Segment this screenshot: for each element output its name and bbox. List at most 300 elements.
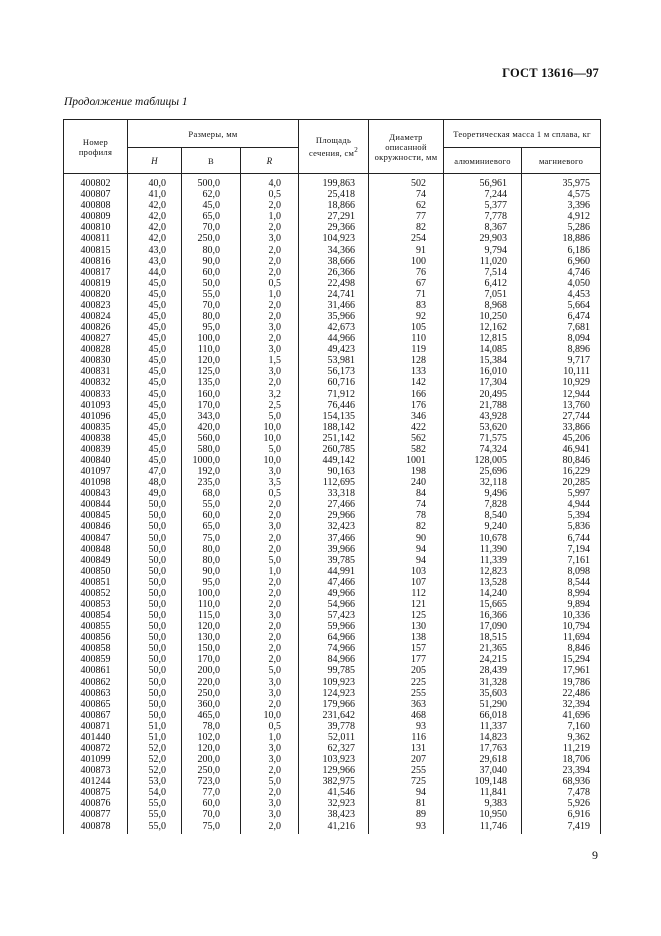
diameter-cell: 105 <box>369 322 444 333</box>
area-cell: 34,366 <box>299 244 369 255</box>
table-row <box>64 566 601 577</box>
aluminium-mass-cell: 17,763 <box>444 743 522 754</box>
profile-number-cell: 400824 <box>64 311 128 322</box>
area-cell: 179,966 <box>299 699 369 710</box>
magnesium-mass-cell: 3,396 <box>522 200 601 211</box>
area-cell: 44,966 <box>299 333 369 344</box>
h-cell: 45,0 <box>128 278 182 289</box>
table-row <box>64 710 601 721</box>
aluminium-mass-cell: 6,412 <box>444 278 522 289</box>
h-cell: 45,0 <box>128 322 182 333</box>
h-cell: 48,0 <box>128 477 182 488</box>
r-cell: 3,0 <box>241 322 299 333</box>
aluminium-mass-cell: 18,515 <box>444 632 522 643</box>
table-row <box>64 466 601 477</box>
r-cell: 2,0 <box>241 267 299 278</box>
area-cell: 41,546 <box>299 787 369 798</box>
magnesium-mass-cell: 4,944 <box>522 499 601 510</box>
r-cell: 3,0 <box>241 610 299 621</box>
h-cell: 50,0 <box>128 643 182 654</box>
aluminium-mass-cell: 21,365 <box>444 643 522 654</box>
table-row <box>64 599 601 610</box>
area-cell: 260,785 <box>299 444 369 455</box>
diameter-cell: 67 <box>369 278 444 289</box>
table-row <box>64 732 601 743</box>
profile-number-cell: 400838 <box>64 433 128 444</box>
area-cell: 26,366 <box>299 267 369 278</box>
diameter-cell: 422 <box>369 422 444 433</box>
area-cell: 32,423 <box>299 521 369 532</box>
magnesium-mass-cell: 7,194 <box>522 544 601 555</box>
profile-number-cell: 400810 <box>64 222 128 233</box>
aluminium-mass-cell: 43,928 <box>444 411 522 422</box>
profile-number-cell: 400877 <box>64 809 128 820</box>
table-row <box>64 665 601 676</box>
r-cell: 0,5 <box>241 488 299 499</box>
b-cell: 75,0 <box>182 533 241 544</box>
diameter-cell: 81 <box>369 798 444 809</box>
area-cell: 199,863 <box>299 174 369 190</box>
r-cell: 0,5 <box>241 721 299 732</box>
profile-number-cell: 400826 <box>64 322 128 333</box>
h-cell: 45,0 <box>128 388 182 399</box>
diameter-cell: 205 <box>369 665 444 676</box>
magnesium-mass-cell: 11,694 <box>522 632 601 643</box>
b-cell: 80,0 <box>182 544 241 555</box>
r-cell: 2,0 <box>241 333 299 344</box>
profile-number-cell: 400852 <box>64 588 128 599</box>
r-cell: 0,5 <box>241 278 299 289</box>
area-cell: 109,923 <box>299 677 369 688</box>
profile-number-cell: 401096 <box>64 411 128 422</box>
magnesium-mass-cell: 4,050 <box>522 278 601 289</box>
diameter-cell: 91 <box>369 244 444 255</box>
area-cell: 49,423 <box>299 344 369 355</box>
diameter-cell: 93 <box>369 821 444 834</box>
r-cell: 3,0 <box>241 233 299 244</box>
r-cell: 1,5 <box>241 355 299 366</box>
r-cell: 5,0 <box>241 444 299 455</box>
area-cell: 62,327 <box>299 743 369 754</box>
diameter-cell: 125 <box>369 610 444 621</box>
area-cell: 39,966 <box>299 544 369 555</box>
h-cell: 45,0 <box>128 300 182 311</box>
area-cell: 29,366 <box>299 222 369 233</box>
magnesium-mass-cell: 8,544 <box>522 577 601 588</box>
h-cell: 45,0 <box>128 411 182 422</box>
magnesium-mass-cell: 22,486 <box>522 688 601 699</box>
h-cell: 40,0 <box>128 174 182 190</box>
b-cell: 500,0 <box>182 174 241 190</box>
area-cell: 47,466 <box>299 577 369 588</box>
b-cell: 360,0 <box>182 699 241 710</box>
area-cell: 59,966 <box>299 621 369 632</box>
h-cell: 45,0 <box>128 311 182 322</box>
b-cell: 100,0 <box>182 333 241 344</box>
area-cell: 84,966 <box>299 654 369 665</box>
profile-number-cell: 400820 <box>64 289 128 300</box>
profile-number-cell: 400854 <box>64 610 128 621</box>
table-row <box>64 499 601 510</box>
profile-number-cell: 400853 <box>64 599 128 610</box>
aluminium-mass-cell: 7,828 <box>444 499 522 510</box>
area-cell: 39,778 <box>299 721 369 732</box>
r-cell: 2,0 <box>241 377 299 388</box>
diameter-cell: 562 <box>369 433 444 444</box>
table-row <box>64 510 601 521</box>
table-row <box>64 610 601 621</box>
b-cell: 560,0 <box>182 433 241 444</box>
magnesium-mass-cell: 7,160 <box>522 721 601 732</box>
profile-number-cell: 400849 <box>64 555 128 566</box>
h-cell: 42,0 <box>128 233 182 244</box>
r-cell: 3,5 <box>241 477 299 488</box>
profile-number-cell: 400858 <box>64 643 128 654</box>
r-cell: 2,0 <box>241 222 299 233</box>
r-cell: 2,0 <box>241 256 299 267</box>
r-cell: 2,0 <box>241 544 299 555</box>
h-cell: 45,0 <box>128 333 182 344</box>
aluminium-mass-cell: 11,746 <box>444 821 522 834</box>
diameter-cell: 131 <box>369 743 444 754</box>
aluminium-mass-cell: 29,618 <box>444 754 522 765</box>
diameter-cell: 119 <box>369 344 444 355</box>
area-cell: 76,446 <box>299 400 369 411</box>
header-section-area-text: Площадь сечения, см <box>309 135 355 158</box>
table-row <box>64 721 601 732</box>
area-cell: 99,785 <box>299 665 369 676</box>
h-cell: 55,0 <box>128 798 182 809</box>
r-cell: 2,0 <box>241 699 299 710</box>
aluminium-mass-cell: 13,528 <box>444 577 522 588</box>
b-cell: 90,0 <box>182 256 241 267</box>
profile-number-cell: 400828 <box>64 344 128 355</box>
aluminium-mass-cell: 51,290 <box>444 699 522 710</box>
profile-number-cell: 400839 <box>64 444 128 455</box>
r-cell: 3,2 <box>241 388 299 399</box>
table-row <box>64 244 601 255</box>
profile-number-cell: 400833 <box>64 388 128 399</box>
area-cell: 18,866 <box>299 200 369 211</box>
header-magnesium: магниевого <box>522 148 601 174</box>
diameter-cell: 128 <box>369 355 444 366</box>
h-cell: 45,0 <box>128 289 182 300</box>
aluminium-mass-cell: 14,240 <box>444 588 522 599</box>
diameter-cell: 94 <box>369 544 444 555</box>
h-cell: 45,0 <box>128 444 182 455</box>
diameter-cell: 133 <box>369 366 444 377</box>
table-row <box>64 300 601 311</box>
aluminium-mass-cell: 11,841 <box>444 787 522 798</box>
b-cell: 200,0 <box>182 665 241 676</box>
table-row <box>64 411 601 422</box>
r-cell: 3,0 <box>241 688 299 699</box>
r-cell: 5,0 <box>241 776 299 787</box>
table-row <box>64 577 601 588</box>
h-cell: 50,0 <box>128 521 182 532</box>
aluminium-mass-cell: 9,240 <box>444 521 522 532</box>
magnesium-mass-cell: 10,111 <box>522 366 601 377</box>
diameter-cell: 107 <box>369 577 444 588</box>
h-cell: 49,0 <box>128 488 182 499</box>
r-cell: 3,0 <box>241 344 299 355</box>
magnesium-mass-cell: 45,206 <box>522 433 601 444</box>
diameter-cell: 198 <box>369 466 444 477</box>
aluminium-mass-cell: 16,366 <box>444 610 522 621</box>
diameter-cell: 93 <box>369 721 444 732</box>
aluminium-mass-cell: 66,018 <box>444 710 522 721</box>
diameter-cell: 84 <box>369 488 444 499</box>
b-cell: 120,0 <box>182 743 241 754</box>
b-cell: 102,0 <box>182 732 241 743</box>
magnesium-mass-cell: 17,961 <box>522 665 601 676</box>
table-row <box>64 699 601 710</box>
table-row <box>64 643 601 654</box>
h-cell: 42,0 <box>128 222 182 233</box>
b-cell: 250,0 <box>182 765 241 776</box>
table-row <box>64 787 601 798</box>
table-row <box>64 533 601 544</box>
b-cell: 120,0 <box>182 621 241 632</box>
r-cell: 10,0 <box>241 422 299 433</box>
profile-number-cell: 400802 <box>64 174 128 190</box>
r-cell: 2,0 <box>241 765 299 776</box>
aluminium-mass-cell: 35,603 <box>444 688 522 699</box>
area-cell: 49,966 <box>299 588 369 599</box>
r-cell: 2,0 <box>241 499 299 510</box>
profile-number-cell: 400827 <box>64 333 128 344</box>
profile-number-cell: 400835 <box>64 422 128 433</box>
table-row <box>64 821 601 834</box>
profile-number-cell: 400823 <box>64 300 128 311</box>
diameter-cell: 110 <box>369 333 444 344</box>
h-cell: 50,0 <box>128 499 182 510</box>
magnesium-mass-cell: 6,186 <box>522 244 601 255</box>
table-row <box>64 444 601 455</box>
magnesium-mass-cell: 8,994 <box>522 588 601 599</box>
area-cell: 29,966 <box>299 510 369 521</box>
magnesium-mass-cell: 6,474 <box>522 311 601 322</box>
magnesium-mass-cell: 27,744 <box>522 411 601 422</box>
profile-number-cell: 400817 <box>64 267 128 278</box>
header-section-area-unit-power: 2 <box>354 146 359 155</box>
r-cell: 10,0 <box>241 455 299 466</box>
area-cell: 25,418 <box>299 189 369 200</box>
aluminium-mass-cell: 5,377 <box>444 200 522 211</box>
table-row <box>64 233 601 244</box>
diameter-cell: 142 <box>369 377 444 388</box>
aluminium-mass-cell: 12,815 <box>444 333 522 344</box>
magnesium-mass-cell: 35,975 <box>522 174 601 190</box>
r-cell: 1,0 <box>241 732 299 743</box>
h-cell: 50,0 <box>128 566 182 577</box>
magnesium-mass-cell: 10,794 <box>522 621 601 632</box>
r-cell: 1,0 <box>241 211 299 222</box>
area-cell: 57,423 <box>299 610 369 621</box>
profile-number-cell: 400861 <box>64 665 128 676</box>
profile-number-cell: 400873 <box>64 765 128 776</box>
r-cell: 2,0 <box>241 300 299 311</box>
b-cell: 60,0 <box>182 267 241 278</box>
table-row <box>64 654 601 665</box>
area-cell: 53,981 <box>299 355 369 366</box>
magnesium-mass-cell: 9,362 <box>522 732 601 743</box>
table-caption: Продолжение таблицы 1 <box>64 96 188 108</box>
h-cell: 45,0 <box>128 400 182 411</box>
profile-number-cell: 400831 <box>64 366 128 377</box>
magnesium-mass-cell: 33,866 <box>522 422 601 433</box>
magnesium-mass-cell: 20,285 <box>522 477 601 488</box>
magnesium-mass-cell: 6,916 <box>522 809 601 820</box>
h-cell: 50,0 <box>128 533 182 544</box>
h-cell: 45,0 <box>128 344 182 355</box>
area-cell: 188,142 <box>299 422 369 433</box>
aluminium-mass-cell: 7,778 <box>444 211 522 222</box>
r-cell: 2,0 <box>241 510 299 521</box>
aluminium-mass-cell: 11,390 <box>444 544 522 555</box>
b-cell: 95,0 <box>182 322 241 333</box>
magnesium-mass-cell: 5,997 <box>522 488 601 499</box>
h-cell: 50,0 <box>128 688 182 699</box>
profile-number-cell: 400876 <box>64 798 128 809</box>
table-row <box>64 174 601 190</box>
document-code: ГОСТ 13616—97 <box>502 66 599 80</box>
b-cell: 120,0 <box>182 355 241 366</box>
h-cell: 45,0 <box>128 355 182 366</box>
profile-number-cell: 400844 <box>64 499 128 510</box>
area-cell: 104,923 <box>299 233 369 244</box>
table-row <box>64 798 601 809</box>
area-cell: 90,163 <box>299 466 369 477</box>
r-cell: 2,0 <box>241 787 299 798</box>
h-cell: 45,0 <box>128 377 182 388</box>
r-cell: 2,0 <box>241 643 299 654</box>
r-cell: 3,0 <box>241 521 299 532</box>
magnesium-mass-cell: 5,286 <box>522 222 601 233</box>
h-cell: 42,0 <box>128 211 182 222</box>
diameter-cell: 94 <box>369 787 444 798</box>
diameter-cell: 78 <box>369 510 444 521</box>
aluminium-mass-cell: 8,367 <box>444 222 522 233</box>
magnesium-mass-cell: 4,453 <box>522 289 601 300</box>
profile-number-cell: 400847 <box>64 533 128 544</box>
b-cell: 55,0 <box>182 499 241 510</box>
b-cell: 65,0 <box>182 521 241 532</box>
h-cell: 52,0 <box>128 743 182 754</box>
magnesium-mass-cell: 18,706 <box>522 754 601 765</box>
table-row <box>64 267 601 278</box>
magnesium-mass-cell: 5,664 <box>522 300 601 311</box>
b-cell: 62,0 <box>182 189 241 200</box>
diameter-cell: 157 <box>369 643 444 654</box>
r-cell: 3,0 <box>241 809 299 820</box>
area-cell: 382,975 <box>299 776 369 787</box>
profile-table <box>63 119 601 834</box>
b-cell: 343,0 <box>182 411 241 422</box>
b-cell: 80,0 <box>182 555 241 566</box>
magnesium-mass-cell: 5,926 <box>522 798 601 809</box>
b-cell: 65,0 <box>182 211 241 222</box>
h-cell: 50,0 <box>128 544 182 555</box>
table-row <box>64 809 601 820</box>
r-cell: 3,0 <box>241 743 299 754</box>
profile-number-cell: 400845 <box>64 510 128 521</box>
h-cell: 52,0 <box>128 765 182 776</box>
diameter-cell: 62 <box>369 200 444 211</box>
diameter-cell: 103 <box>369 566 444 577</box>
h-cell: 52,0 <box>128 754 182 765</box>
magnesium-mass-cell: 68,936 <box>522 776 601 787</box>
r-cell: 2,0 <box>241 621 299 632</box>
aluminium-mass-cell: 15,665 <box>444 599 522 610</box>
aluminium-mass-cell: 20,495 <box>444 388 522 399</box>
area-cell: 154,135 <box>299 411 369 422</box>
diameter-cell: 90 <box>369 533 444 544</box>
b-cell: 80,0 <box>182 311 241 322</box>
diameter-cell: 502 <box>369 174 444 190</box>
aluminium-mass-cell: 17,090 <box>444 621 522 632</box>
diameter-cell: 121 <box>369 599 444 610</box>
magnesium-mass-cell: 9,894 <box>522 599 601 610</box>
b-cell: 465,0 <box>182 710 241 721</box>
r-cell: 2,0 <box>241 577 299 588</box>
magnesium-mass-cell: 41,696 <box>522 710 601 721</box>
magnesium-mass-cell: 7,681 <box>522 322 601 333</box>
aluminium-mass-cell: 10,950 <box>444 809 522 820</box>
r-cell: 2,0 <box>241 200 299 211</box>
r-cell: 0,5 <box>241 189 299 200</box>
h-cell: 42,0 <box>128 200 182 211</box>
diameter-cell: 77 <box>369 211 444 222</box>
table-row <box>64 488 601 499</box>
table-row <box>64 743 601 754</box>
b-cell: 200,0 <box>182 754 241 765</box>
table-body <box>64 174 601 834</box>
table-row <box>64 455 601 466</box>
magnesium-mass-cell: 7,161 <box>522 555 601 566</box>
table-row <box>64 256 601 267</box>
diameter-cell: 92 <box>369 311 444 322</box>
r-cell: 3,0 <box>241 798 299 809</box>
b-cell: 70,0 <box>182 809 241 820</box>
magnesium-mass-cell: 4,746 <box>522 267 601 278</box>
h-cell: 45,0 <box>128 422 182 433</box>
b-cell: 78,0 <box>182 721 241 732</box>
b-cell: 235,0 <box>182 477 241 488</box>
b-cell: 77,0 <box>182 787 241 798</box>
aluminium-mass-cell: 12,162 <box>444 322 522 333</box>
aluminium-mass-cell: 37,040 <box>444 765 522 776</box>
aluminium-mass-cell: 71,575 <box>444 433 522 444</box>
profile-number-cell: 400862 <box>64 677 128 688</box>
header-theoretical-mass: Теоретическая масса 1 м сплава, кг <box>444 120 601 148</box>
b-cell: 170,0 <box>182 654 241 665</box>
area-cell: 56,173 <box>299 366 369 377</box>
header-profile-number: Номер профиля <box>64 120 128 174</box>
h-cell: 45,0 <box>128 433 182 444</box>
profile-number-cell: 400872 <box>64 743 128 754</box>
h-cell: 50,0 <box>128 654 182 665</box>
profile-number-cell: 400851 <box>64 577 128 588</box>
table-row <box>64 765 601 776</box>
aluminium-mass-cell: 15,384 <box>444 355 522 366</box>
magnesium-mass-cell: 9,717 <box>522 355 601 366</box>
r-cell: 3,0 <box>241 366 299 377</box>
r-cell: 10,0 <box>241 433 299 444</box>
profile-number-cell: 400875 <box>64 787 128 798</box>
h-cell: 53,0 <box>128 776 182 787</box>
b-cell: 192,0 <box>182 466 241 477</box>
